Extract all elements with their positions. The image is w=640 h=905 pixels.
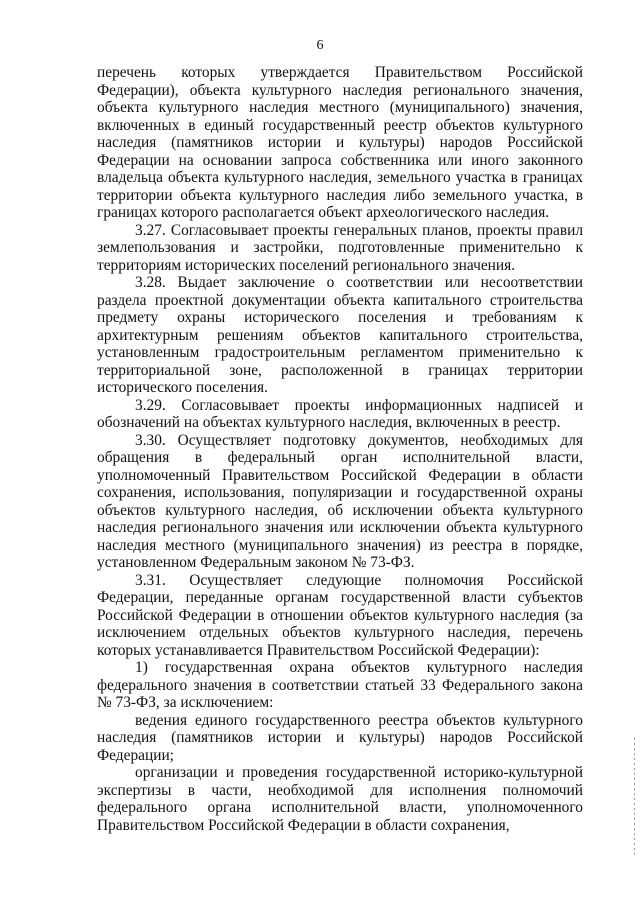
paragraph-3-28: 3.28. Выдает заключение о соответствии или несоответствии раздела проектной документации объекта капитального строительства предмету охраны исторического поселения и требованиям к архитектурным решениям объектов капитального строительства, установленным градостроительным регламентом применительно к территориальной зоне, расположенной в границах территории исторического поселения. <box>97 274 583 396</box>
document-body <box>97 64 583 834</box>
paragraph-3-29: 3.29. Согласовывает проекты информационных надписей и обозначений на объектах культурного наследия, включенных в реестр. <box>97 396 583 431</box>
list-item-1: 1) государственная охрана объектов культурного наследия федерального значения в соответствии статьей 33 Федерального закона № 73-ФЗ, за исключением: <box>97 659 583 711</box>
paragraph-3-30: 3.30. Осуществляет подготовку документов, необходимых для обращения в федеральный орган исполнительной власти, уполномоченный Правительством Российской Федерации в области сохранения, использования, популяризации и государственной охраны объектов культурного наследия, об исключении объекта культурного наследия регионального значения или исключении объекта культурного наследия местного (муниципального значения) из реестра в порядке, установленном Федеральным законом № 73-ФЗ. <box>97 431 583 571</box>
exception-item-registry: ведения единого государственного реестра объектов культурного наследия (памятников истории и культуры) народов Российской Федерации; <box>97 711 583 764</box>
page-number: 6 <box>316 38 324 53</box>
exception-item-expertise: организации и проведения государственной историко-культурной экспертизы в части, необходимой для исполнения полномочий федерального органа исполнительной власти, уполномоченного Правительством Российской Федерации в области сохранения, <box>97 764 583 834</box>
paragraph-continuation: перечень которых утверждается Правительством Российской Федерации), объекта культурного наследия регионального значения, объекта культурного наследия местного (муниципального) значения, включенных в единый государственный реестр объектов культурного наследия (памятников истории и культуры) народов Российской Федерации на основании запроса собственника или иного законного владельца объекта культурного наследия, земельного участка в границах территории объекта культурного наследия либо земельного участка, в границах которого располагается объект археологического наследия. <box>97 64 583 221</box>
paragraph-3-31: 3.31. Осуществляет следующие полномочия Российской Федерации, переданные органам государственной власти субъектов Российской Федерации в отношении объектов культурного наследия (за исключением отдельных объектов культурного наследия, перечень которых устанавливается Правительством Российской Федерации): <box>97 571 583 659</box>
scan-margin-mark <box>634 738 635 858</box>
paragraph-3-27: 3.27. Согласовывает проекты генеральных планов, проекты правил землепользования и застройки, подготовленные применительно к территориям исторических поселений регионального значения. <box>97 221 583 274</box>
